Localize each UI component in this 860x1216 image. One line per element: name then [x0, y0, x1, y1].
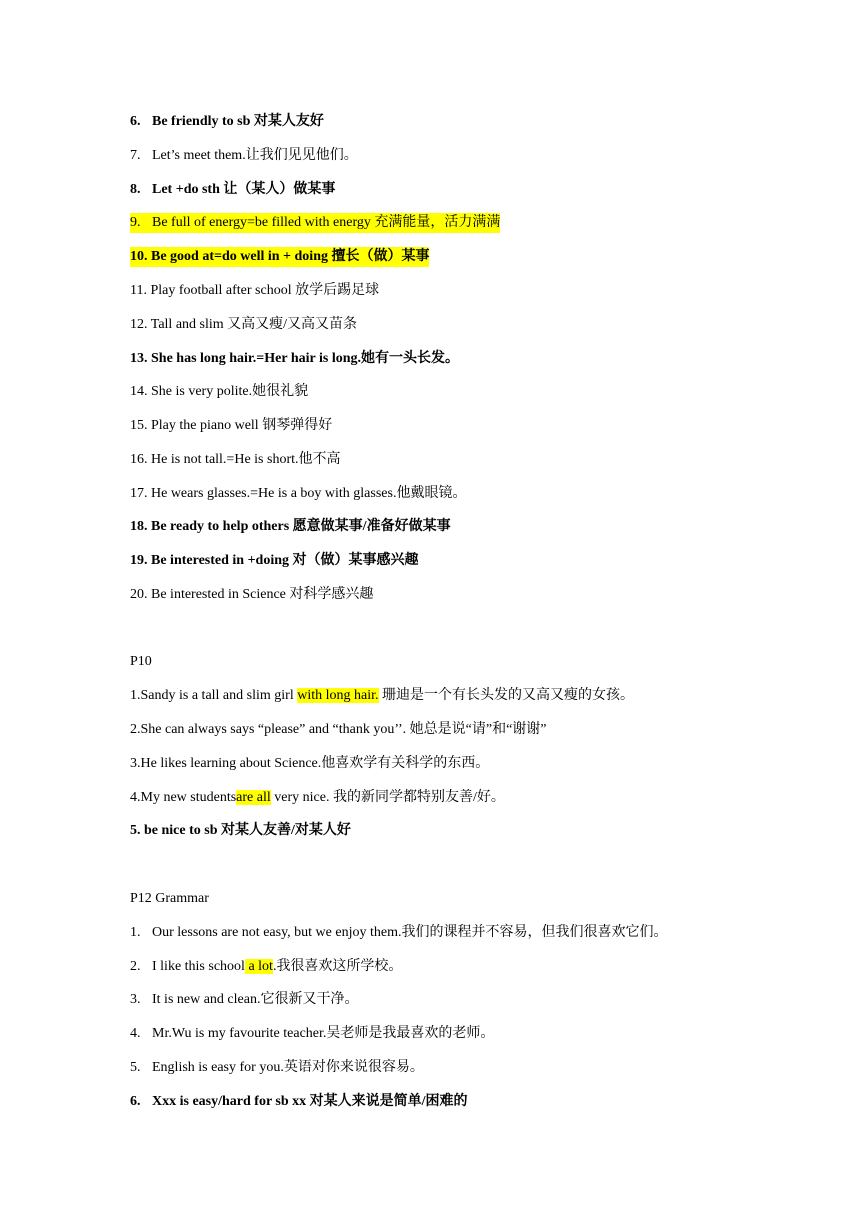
list-item-highlighted: 10. Be good at=do well in + doing 擅长（做）某事 [130, 247, 429, 267]
list-item: 5. English is easy for you.英语对你来说很容易。 [130, 1060, 424, 1075]
highlight: are all [236, 790, 271, 805]
list-item: 13. She has long hair.=Her hair is long.她有一头长发。 [130, 351, 459, 366]
highlight: with long hair. [297, 688, 379, 703]
sentence: 5. be nice to sb 对某人友善/对某人好 [130, 823, 351, 838]
list-item: 19. Be interested in +doing 对（做）某事感兴趣 [130, 553, 419, 568]
sentence: 1.Sandy is a tall and slim girl with long hair. 珊迪是一个有长头发的又高又瘦的女孩。 [130, 688, 634, 703]
list-item: 18. Be ready to help others 愿意做某事/准备好做某事 [130, 519, 451, 534]
list-item: 11. Play football after school 放学后踢足球 [130, 283, 380, 298]
list-item: 15. Play the piano well 钢琴弹得好 [130, 418, 333, 433]
list-item: 6. Xxx is easy/hard for sb xx 对某人来说是简单/困难的 [130, 1094, 468, 1109]
list-item: 14. She is very polite.她很礼貌 [130, 384, 309, 399]
list-item-highlighted: 9. Be full of energy=be filled with energy 充满能量，活力满满 [130, 213, 500, 233]
list-item: 12. Tall and slim 又高又瘦/又高又苗条 [130, 317, 358, 332]
list-item: 2. I like this school a lot.我很喜欢这所学校。 [130, 959, 403, 974]
list-item: 4. Mr.Wu is my favourite teacher.吴老师是我最喜欢的老师。 [130, 1026, 495, 1041]
list-item: 17. He wears glasses.=He is a boy with glasses.他戴眼镜。 [130, 486, 467, 501]
list-item: 6. Be friendly to sb 对某人友好 [130, 114, 324, 129]
sentence: 2.She can always says “please” and “thank you’’. 她总是说“请”和“谢谢” [130, 722, 547, 737]
highlight: a lot [244, 959, 273, 974]
list-item: 16. He is not tall.=He is short.他不高 [130, 452, 341, 467]
list-item: 7. Let’s meet them.让我们见见他们。 [130, 148, 358, 163]
sentence: 4.My new studentsare all very nice. 我的新同学都特别友善/好。 [130, 790, 505, 805]
section-heading: P12 Grammar [130, 891, 209, 906]
list-item: 20. Be interested in Science 对科学感兴趣 [130, 587, 374, 602]
sentence: 3.He likes learning about Science.他喜欢学有关科学的东西。 [130, 756, 490, 771]
list-item: 8. Let +do sth 让（某人）做某事 [130, 182, 336, 197]
list-item: 3. It is new and clean.它很新又干净。 [130, 992, 359, 1007]
section-heading: P10 [130, 654, 152, 669]
list-item: 1. Our lessons are not easy, but we enjoy them.我们的课程并不容易，但我们很喜欢它们。 [130, 925, 668, 940]
